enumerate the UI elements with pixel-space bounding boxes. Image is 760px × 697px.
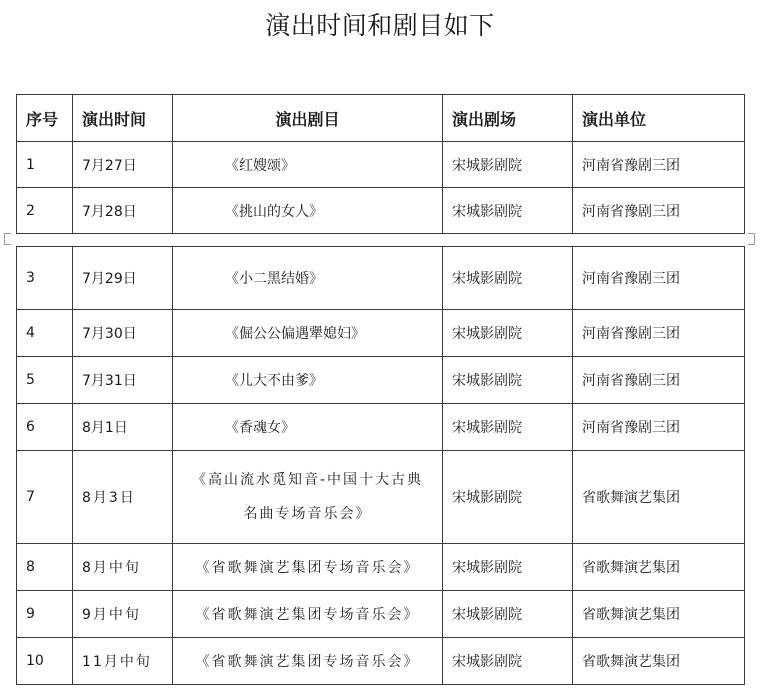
cell-no: 8 — [17, 544, 73, 591]
cell-venue: 宋城影剧院 — [443, 310, 573, 357]
cell-program: 《省歌舞演艺集团专场音乐会》 — [173, 638, 443, 685]
cell-unit: 河南省豫剧三团 — [573, 310, 745, 357]
cell-time: 7月28日 — [73, 188, 173, 234]
table-row — [17, 247, 745, 310]
cell-unit: 省歌舞演艺集团 — [573, 638, 745, 685]
cell-no: 9 — [17, 591, 73, 638]
cell-venue: 宋城影剧院 — [443, 142, 573, 188]
cell-venue: 宋城影剧院 — [443, 357, 573, 404]
table-row — [17, 591, 745, 638]
cell-time: 7月29日 — [73, 247, 173, 310]
cell-time: 8月中旬 — [73, 544, 173, 591]
cell-time: 8月3日 — [73, 451, 173, 544]
page-title: 演出时间和剧目如下 — [265, 11, 495, 40]
schedule-table-part-2 — [16, 246, 745, 685]
cell-venue: 宋城影剧院 — [443, 591, 573, 638]
table-row — [17, 310, 745, 357]
table-row — [17, 188, 745, 234]
cell-no: 2 — [17, 188, 73, 234]
table-row — [17, 638, 745, 685]
cell-unit: 省歌舞演艺集团 — [573, 544, 745, 591]
cell-program: 《挑山的女人》 — [173, 188, 443, 234]
table-row — [17, 404, 745, 451]
page-break-marker-right — [748, 233, 755, 245]
cell-no: 5 — [17, 357, 73, 404]
cell-program: 《省歌舞演艺集团专场音乐会》 — [173, 544, 443, 591]
header-time: 演出时间 — [73, 95, 173, 142]
cell-no: 10 — [17, 638, 73, 685]
header-program: 演出剧目 — [173, 95, 443, 142]
cell-unit: 河南省豫剧三团 — [573, 142, 745, 188]
cell-time: 9月中旬 — [73, 591, 173, 638]
cell-time: 7月27日 — [73, 142, 173, 188]
cell-venue: 宋城影剧院 — [443, 247, 573, 310]
cell-unit: 河南省豫剧三团 — [573, 247, 745, 310]
cell-venue: 宋城影剧院 — [443, 451, 573, 544]
cell-unit: 河南省豫剧三团 — [573, 404, 745, 451]
table-row — [17, 544, 745, 591]
cell-time: 7月31日 — [73, 357, 173, 404]
cell-time: 7月30日 — [73, 310, 173, 357]
cell-program: 《红嫂颂》 — [173, 142, 443, 188]
cell-time: 8月1日 — [73, 404, 173, 451]
cell-unit: 河南省豫剧三团 — [573, 188, 745, 234]
table-row — [17, 451, 745, 544]
cell-unit: 河南省豫剧三团 — [573, 357, 745, 404]
cell-no: 7 — [17, 451, 73, 544]
header-unit: 演出单位 — [573, 95, 745, 142]
schedule-table-part-1 — [16, 94, 745, 234]
cell-no: 4 — [17, 310, 73, 357]
cell-program — [173, 451, 443, 544]
cell-program: 《香魂女》 — [173, 404, 443, 451]
cell-no: 1 — [17, 142, 73, 188]
cell-program-line-1: 《高山流水觅知音-中国十大古典 — [191, 472, 424, 488]
table-row — [17, 142, 745, 188]
table-row — [17, 357, 745, 404]
cell-program: 《省歌舞演艺集团专场音乐会》 — [173, 591, 443, 638]
cell-program-line-2: 名曲专场音乐会》 — [243, 506, 372, 522]
header-no: 序号 — [17, 95, 73, 142]
cell-unit: 省歌舞演艺集团 — [573, 451, 745, 544]
cell-no: 3 — [17, 247, 73, 310]
cell-program: 《倔公公偏遇犟媳妇》 — [173, 310, 443, 357]
page-break-marker-left — [4, 233, 11, 245]
cell-unit: 省歌舞演艺集团 — [573, 591, 745, 638]
table-header-row — [17, 95, 745, 142]
header-venue: 演出剧场 — [443, 95, 573, 142]
cell-venue: 宋城影剧院 — [443, 638, 573, 685]
cell-program: 《小二黑结婚》 — [173, 247, 443, 310]
cell-program: 《儿大不由爹》 — [173, 357, 443, 404]
cell-venue: 宋城影剧院 — [443, 188, 573, 234]
cell-venue: 宋城影剧院 — [443, 404, 573, 451]
cell-venue: 宋城影剧院 — [443, 544, 573, 591]
cell-no: 6 — [17, 404, 73, 451]
cell-time: 11月中旬 — [73, 638, 173, 685]
